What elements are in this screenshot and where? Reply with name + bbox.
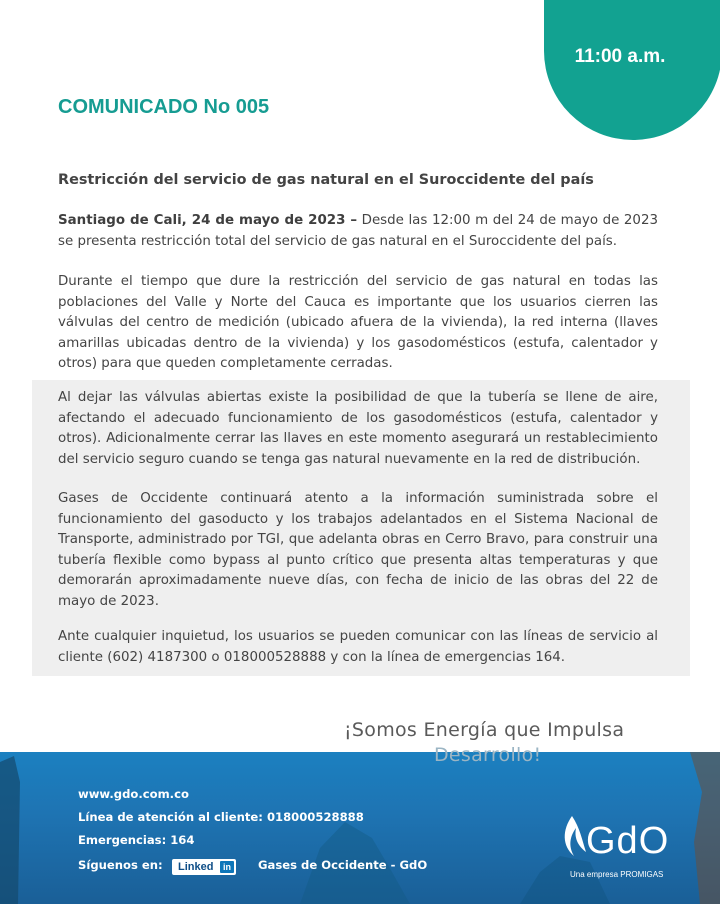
linkedin-word: Linked: [178, 861, 214, 873]
paragraph-1-text: Desde las 12:00 m del 24 de mayo de 2023 se presenta restricción total del servicio de gas natural en el Suroccidente del país.: [58, 213, 658, 249]
paragraph-2: Durante el tiempo que dure la restricción del servicio de gas natural en todas las poblaciones del Valle y Norte del Cauca es importante que los usuarios cierren las válvulas del centro de medición (ubicado afuera de la vivienda), la red interna (llaves amarillas ubicadas dentro de la vivienda) y los gasodomésticos (estufa, calentador y otros) para que queden completamente cerradas.: [58, 274, 658, 372]
footer-company-link[interactable]: Gases de Occidente - GdO: [258, 858, 428, 872]
linkedin-icon[interactable]: [172, 859, 236, 875]
linkedin-in: in: [220, 861, 234, 873]
slogan-line-1: ¡Somos Energía que Impulsa: [344, 719, 625, 741]
slogan: [344, 718, 624, 768]
communique-number: COMUNICADO No 005: [58, 96, 270, 118]
footer-website-link[interactable]: www.gdo.com.co: [78, 787, 189, 801]
document-title: Restricción del servicio de gas natural en el Suroccidente del país: [58, 172, 594, 188]
footer-banner: [0, 752, 720, 904]
footer-customer-line: Línea de atención al cliente: 018000528888: [78, 810, 364, 824]
paragraph-5: Ante cualquier inquietud, los usuarios se pueden comunicar con las líneas de servicio al cliente (602) 4187300 o 018000528888 y con la línea de emergencias 164.: [58, 629, 658, 665]
footer-emergencies: Emergencias: 164: [78, 833, 195, 847]
paragraph-1: [58, 211, 658, 252]
time-label: 11:00 a.m.: [574, 46, 666, 67]
gdo-tagline: Una empresa PROMIGAS: [570, 870, 664, 879]
paragraph-4: Gases de Occidente continuará atento a la información suministrada sobre el funcionamiento del gasoducto y los trabajos adelantados en el Sistema Nacional de Transporte, administrado por TGI, que adelanta obras en Cerro Bravo, para construir una tubería flexible como bypass al punto crítico que presenta altas temperaturas y que demorarán aproximadamente nueve días, con fecha de inicio de las obras del 22 de mayo de 2023.: [58, 491, 658, 609]
gdo-logo-text: GdO: [586, 820, 670, 862]
time-badge: [544, 0, 720, 140]
paragraph-3: Al dejar las válvulas abiertas existe la posibilidad de que la tubería se llene de aire, afectando el adecuado funcionamiento de los gasodomésticos (estufa, calentador y otros). Adicionalmente cerrar las llaves en este momento asegurará un restablecimiento del servicio seguro cuando se tenga gas natural nuevamente en la red de distribución.: [58, 390, 658, 467]
footer-follow-label: Síguenos en:: [78, 858, 163, 872]
paragraph-1-lead: Santiago de Cali, 24 de mayo de 2023 –: [58, 213, 358, 228]
slogan-line-2: Desarrollo!: [434, 744, 542, 766]
